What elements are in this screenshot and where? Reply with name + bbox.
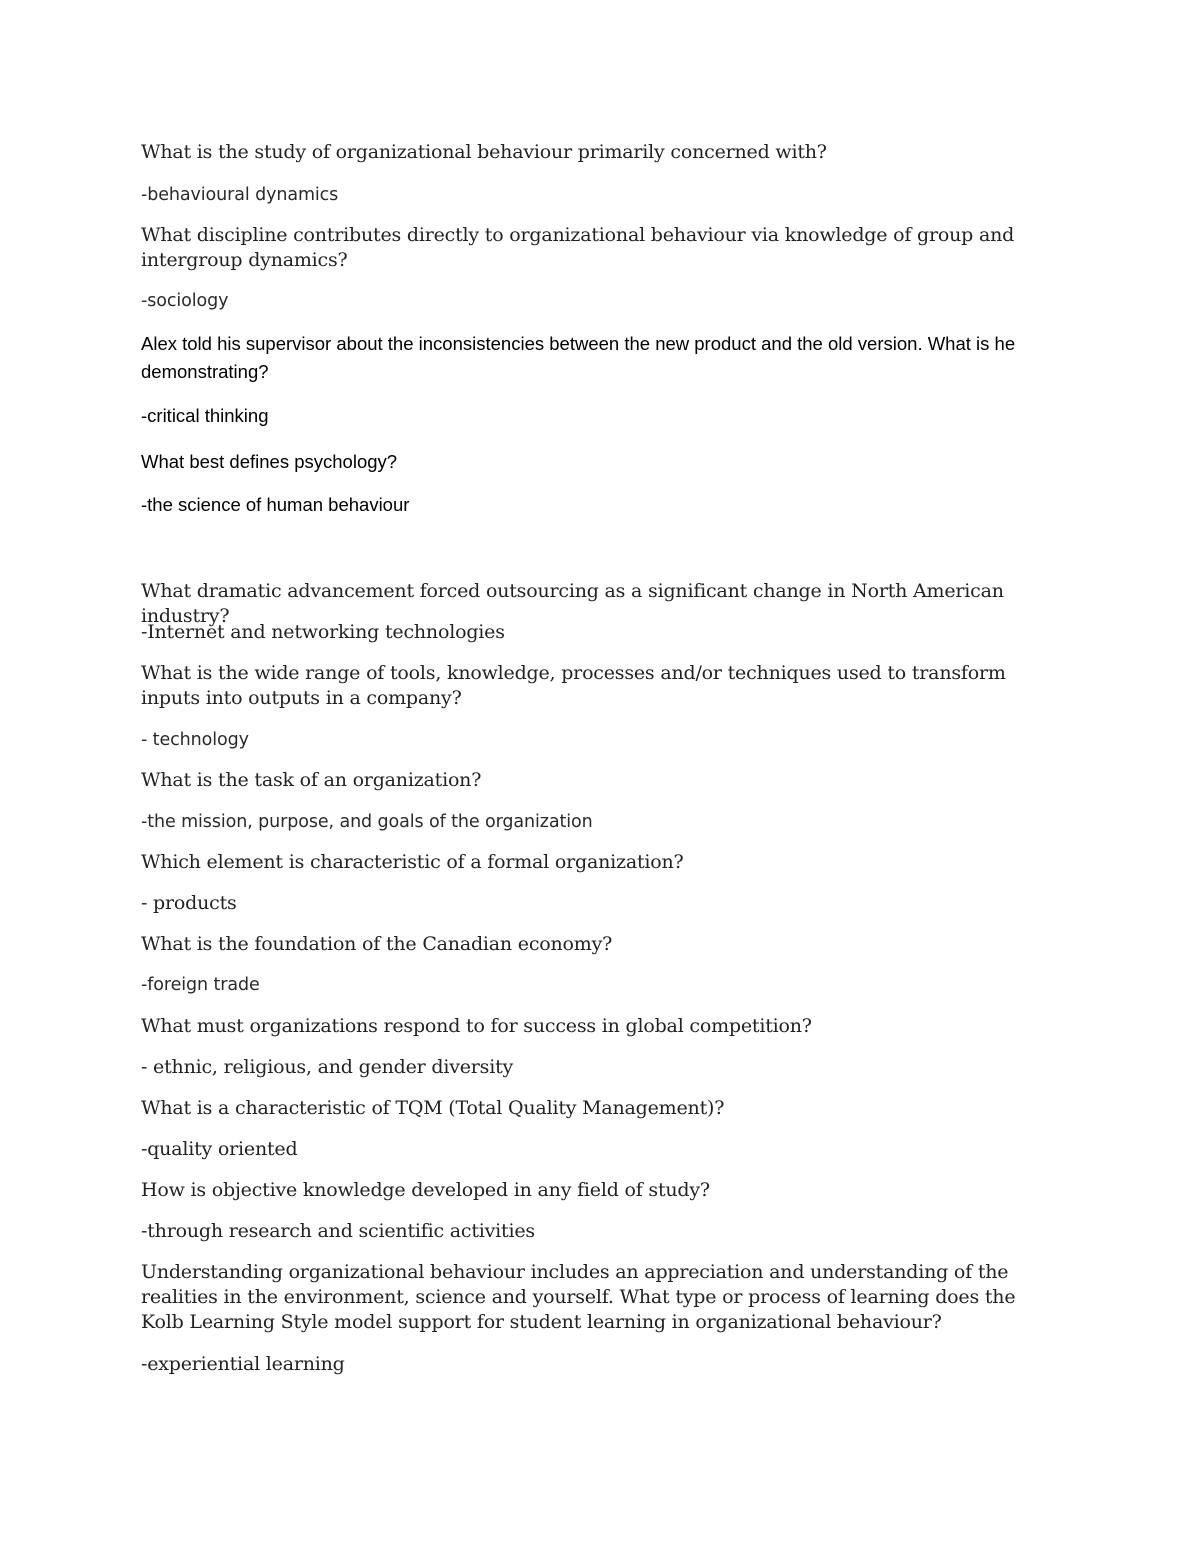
answer-10: - ethnic, religious, and gender diversity xyxy=(141,1056,514,1078)
answer-4: -the science of human behaviour xyxy=(141,494,410,515)
answer-9: -foreign trade xyxy=(141,975,260,995)
question-12: How is objective knowledge developed in any field of study? xyxy=(141,1179,710,1201)
question-6: What is the wide range of tools, knowledge, processes and/or techniques used to transform inputs into outputs in a company? xyxy=(141,662,1006,709)
answer-5: -Internet and networking technologies xyxy=(141,621,505,643)
question-7: What is the task of an organization? xyxy=(141,769,482,791)
answer-11: -quality oriented xyxy=(141,1138,298,1160)
answer-2: -sociology xyxy=(141,291,229,311)
answer-12: -through research and scientific activities xyxy=(141,1220,535,1242)
answer-7: -the mission, purpose, and goals of the organization xyxy=(141,812,593,832)
question-3: Alex told his supervisor about the inconsistencies between the new product and the old version. What is he demonstrating? xyxy=(141,333,1016,382)
question-1: What is the study of organizational behaviour primarily concerned with? xyxy=(141,141,827,163)
question-2: What discipline contributes directly to organizational behaviour via knowledge of group and intergroup dynamics? xyxy=(141,224,1015,271)
question-8: Which element is characteristic of a formal organization? xyxy=(141,851,684,873)
question-4: What best defines psychology? xyxy=(141,451,398,472)
question-10: What must organizations respond to for success in global competition? xyxy=(141,1015,812,1037)
answer-6: - technology xyxy=(141,730,249,750)
question-5: What dramatic advancement forced outsourcing as a significant change in North American industry? xyxy=(141,580,1004,627)
question-11: What is a characteristic of TQM (Total Quality Management)? xyxy=(141,1097,725,1119)
answer-8: - products xyxy=(141,892,237,914)
question-13: Understanding organizational behaviour includes an appreciation and understanding of the realities in the environment, science and yourself. What type or process of learning does the Kolb Learning Style model support for student learning in organizational behaviour? xyxy=(141,1261,1016,1333)
answer-3: -critical thinking xyxy=(141,405,269,426)
answer-1: -behavioural dynamics xyxy=(141,185,339,205)
question-9: What is the foundation of the Canadian economy? xyxy=(141,933,613,955)
answer-13: -experiential learning xyxy=(141,1353,345,1375)
